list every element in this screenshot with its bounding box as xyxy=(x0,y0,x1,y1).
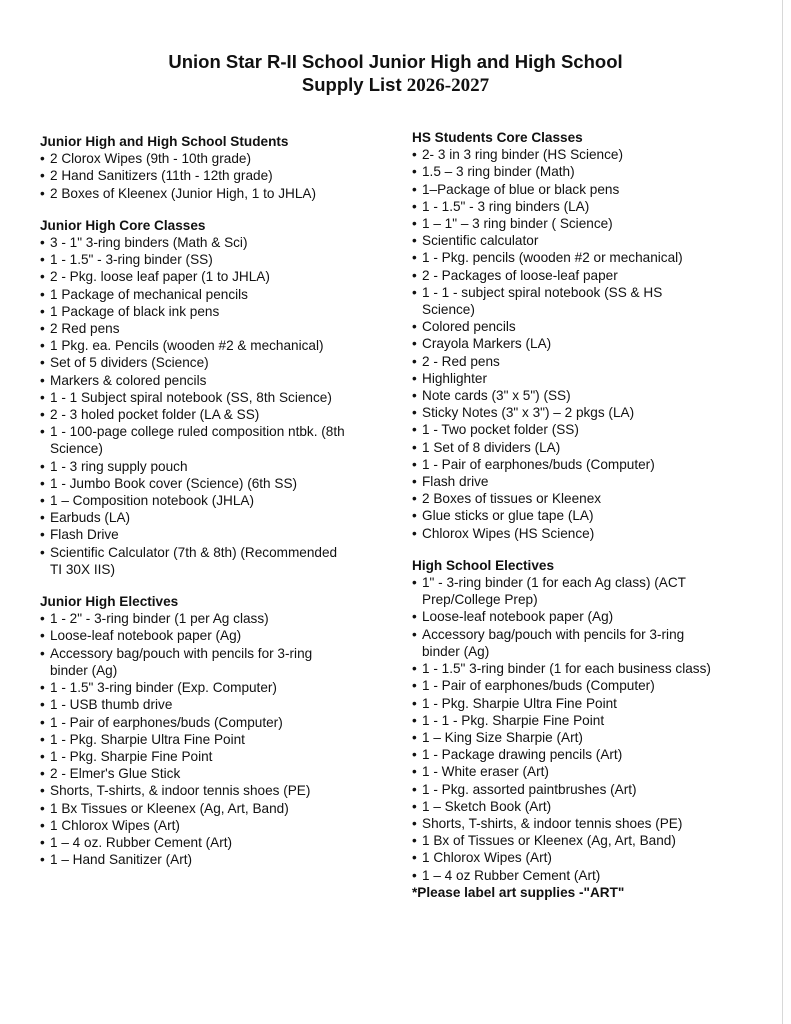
list-item: • 1 - White eraser (Art) xyxy=(412,763,712,780)
supply-list xyxy=(40,150,350,202)
list-item: • 1 Bx of Tissues or Kleenex (Ag, Art, Band) xyxy=(412,832,712,849)
left-column xyxy=(40,133,350,883)
list-item: • 2 - 3 holed pocket folder (LA & SS) xyxy=(40,406,350,423)
list-item: • 2 - Elmer's Glue Stick xyxy=(40,765,350,782)
section-heading: Junior High and High School Students xyxy=(40,134,289,149)
list-item: • 1 – Hand Sanitizer (Art) xyxy=(40,851,350,868)
list-item: • 1 - 1 - subject spiral notebook (SS & HS Science) xyxy=(412,284,712,318)
list-item: • 1 - Pkg. assorted paintbrushes (Art) xyxy=(412,781,712,798)
list-item: • Loose-leaf notebook paper (Ag) xyxy=(412,608,712,625)
section-heading: High School Electives xyxy=(412,557,555,573)
list-item: • 1 Set of 8 dividers (LA) xyxy=(412,439,712,456)
list-item: • Colored pencils xyxy=(412,318,712,335)
list-item: • Loose-leaf notebook paper (Ag) xyxy=(40,627,350,644)
list-item: • 2 Boxes of tissues or Kleenex xyxy=(412,490,712,507)
title-supply-list: Supply List xyxy=(301,74,402,95)
list-item: • 1 Package of mechanical pencils xyxy=(40,286,350,303)
list-item: • 1 - 1 Subject spiral notebook (SS, 8th Science) xyxy=(40,389,350,406)
list-item: • 1 Chlorox Wipes (Art) xyxy=(40,817,350,834)
list-item: • 1–Package of blue or black pens xyxy=(412,181,712,198)
list-item: • 1 – Sketch Book (Art) xyxy=(412,798,712,815)
list-item: • 1" - 3-ring binder (1 for each Ag class) (ACT Prep/College Prep) xyxy=(412,574,712,608)
list-item: • Flash drive xyxy=(412,473,712,490)
supply-section xyxy=(40,133,350,202)
page-title xyxy=(0,50,791,97)
list-item: • 2 Clorox Wipes (9th - 10th grade) xyxy=(40,150,350,167)
list-item: • 2 Red pens xyxy=(40,320,350,337)
list-item: • Scientific calculator xyxy=(412,232,712,249)
list-item: • 1 - 3 ring supply pouch xyxy=(40,458,350,475)
list-item: • Sticky Notes (3" x 3") – 2 pkgs (LA) xyxy=(412,404,712,421)
title-line-1: Union Star R-II School Junior High and High School xyxy=(168,51,623,72)
supply-section xyxy=(40,217,350,578)
list-item: • Earbuds (LA) xyxy=(40,509,350,526)
list-item: • 2 - Pkg. loose leaf paper (1 to JHLA) xyxy=(40,268,350,285)
list-item: • 1 – 1" – 3 ring binder ( Science) xyxy=(412,215,712,232)
list-item: • 2 Hand Sanitizers (11th - 12th grade) xyxy=(40,167,350,184)
supply-section xyxy=(412,557,712,901)
title-year: 2026-2027 xyxy=(406,75,490,96)
list-item: • 1 - 1.5" - 3-ring binder (SS) xyxy=(40,251,350,268)
list-item: • 1 - Pkg. pencils (wooden #2 or mechanical) xyxy=(412,249,712,266)
list-item: • 1 - 2" - 3-ring binder (1 per Ag class) xyxy=(40,610,350,627)
list-item: • Set of 5 dividers (Science) xyxy=(40,354,350,371)
list-item: • 1 – King Size Sharpie (Art) xyxy=(412,729,712,746)
list-item: • 1 Pkg. ea. Pencils (wooden #2 & mechanical) xyxy=(40,337,350,354)
list-item: • 1 – 4 oz Rubber Cement (Art) xyxy=(412,867,712,884)
list-item: • 1 - Pkg. Sharpie Fine Point xyxy=(40,748,350,765)
list-item: • 1 - USB thumb drive xyxy=(40,696,350,713)
list-item: • 1 - Pair of earphones/buds (Computer) xyxy=(412,677,712,694)
list-item: • 1 - Pair of earphones/buds (Computer) xyxy=(412,456,712,473)
supply-list xyxy=(412,574,712,884)
list-item: • 1 - Package drawing pencils (Art) xyxy=(412,746,712,763)
list-item: • Scientific Calculator (7th & 8th) (Recommended TI 30X IIS) xyxy=(40,544,350,578)
list-item: • 2 Boxes of Kleenex (Junior High, 1 to JHLA) xyxy=(40,185,350,202)
list-item: • Shorts, T-shirts, & indoor tennis shoes (PE) xyxy=(40,782,350,799)
list-item: • 2 - Packages of loose-leaf paper xyxy=(412,267,712,284)
list-item: • 1 – 4 oz. Rubber Cement (Art) xyxy=(40,834,350,851)
list-item: • 1 Package of black ink pens xyxy=(40,303,350,320)
supply-list xyxy=(40,610,350,868)
list-item: • Chlorox Wipes (HS Science) xyxy=(412,525,712,542)
list-item: • 1 - 1.5" 3-ring binder (Exp. Computer) xyxy=(40,679,350,696)
list-item: • Accessory bag/pouch with pencils for 3-ring binder (Ag) xyxy=(40,645,350,679)
supply-list xyxy=(412,146,712,542)
list-item: • Crayola Markers (LA) xyxy=(412,335,712,352)
list-item: • 1 - 100-page college ruled composition ntbk. (8th Science) xyxy=(40,423,350,457)
list-item: • Shorts, T-shirts, & indoor tennis shoes (PE) xyxy=(412,815,712,832)
title-line-2 xyxy=(0,73,791,97)
list-item: • Markers & colored pencils xyxy=(40,372,350,389)
list-item: • 2- 3 in 3 ring binder (HS Science) xyxy=(412,146,712,163)
right-column xyxy=(412,129,712,916)
list-item: • 1 - Jumbo Book cover (Science) (6th SS) xyxy=(40,475,350,492)
section-heading: Junior High Electives xyxy=(40,594,179,610)
list-item: • 1 - Two pocket folder (SS) xyxy=(412,421,712,438)
list-item: • 1 - Pkg. Sharpie Ultra Fine Point xyxy=(412,695,712,712)
page-edge-line xyxy=(782,0,783,1024)
list-item: • 1 - 1.5" - 3 ring binders (LA) xyxy=(412,198,712,215)
supply-list xyxy=(40,234,350,578)
list-item: • 1 - Pair of earphones/buds (Computer) xyxy=(40,714,350,731)
label-note: *Please label art supplies -"ART" xyxy=(412,884,625,900)
list-item: • 1 - 1.5" 3-ring binder (1 for each business class) xyxy=(412,660,712,677)
list-item: • 2 - Red pens xyxy=(412,353,712,370)
list-item: • 1 - 1 - Pkg. Sharpie Fine Point xyxy=(412,712,712,729)
list-item: • Highlighter xyxy=(412,370,712,387)
list-item: • Glue sticks or glue tape (LA) xyxy=(412,507,712,524)
list-item: • 1 - Pkg. Sharpie Ultra Fine Point xyxy=(40,731,350,748)
list-item: • 1 Chlorox Wipes (Art) xyxy=(412,849,712,866)
section-heading: Junior High Core Classes xyxy=(40,217,206,233)
list-item: • Flash Drive xyxy=(40,526,350,543)
supply-section xyxy=(40,593,350,868)
list-item: • Note cards (3" x 5") (SS) xyxy=(412,387,712,404)
list-item: • 1.5 – 3 ring binder (Math) xyxy=(412,163,712,180)
list-item: • Accessory bag/pouch with pencils for 3-ring binder (Ag) xyxy=(412,626,712,660)
section-heading: HS Students Core Classes xyxy=(412,130,583,145)
list-item: • 3 - 1" 3-ring binders (Math & Sci) xyxy=(40,234,350,251)
list-item: • 1 – Composition notebook (JHLA) xyxy=(40,492,350,509)
supply-section xyxy=(412,129,712,542)
list-item: • 1 Bx Tissues or Kleenex (Ag, Art, Band) xyxy=(40,800,350,817)
